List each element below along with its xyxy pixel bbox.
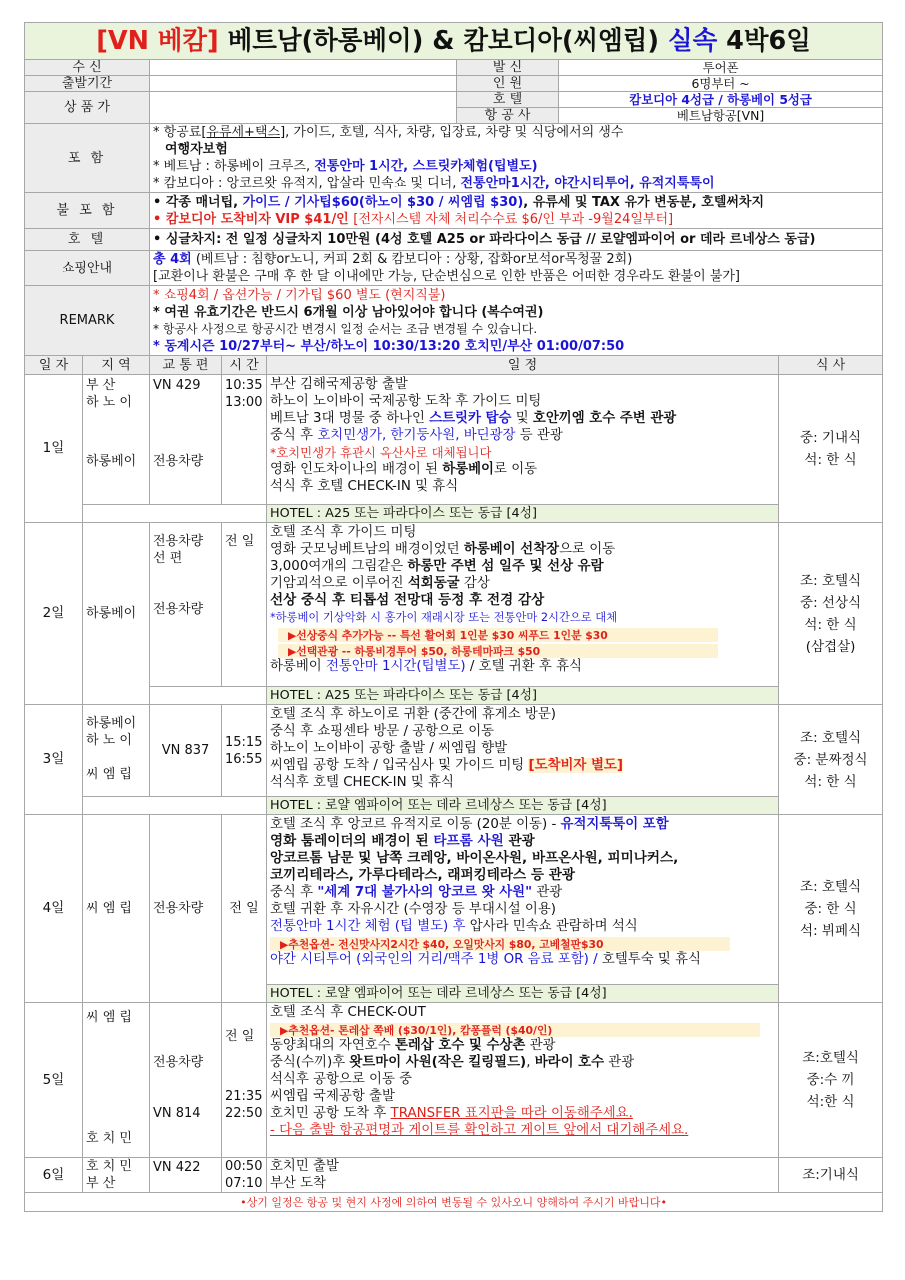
day-5-meal-dinner: 석:한 식 bbox=[806, 1094, 855, 1110]
day-3-row bbox=[25, 705, 883, 797]
exclude-l1b: 가이드 / 기사팁$60(하노이 $30 / 씨엠립 $30) bbox=[242, 194, 524, 210]
day-2-meal-lunch: 중: 선상식 bbox=[800, 594, 862, 611]
remark-l4: * 동계시즌 10/27부터~ 부산/하노이 10:30/13:20 호치민/부산 01:00/07:50 bbox=[153, 338, 625, 354]
period-value bbox=[150, 76, 457, 92]
day-5-transport-1: 전용차량 bbox=[153, 1055, 204, 1070]
day-6-region-1: 호 치 민 bbox=[86, 1159, 132, 1174]
day-2-step-7c: / 호텔 귀환 후 휴식 bbox=[465, 659, 582, 674]
day-1-step-3a: 베트남 3대 명물 중 하나인 bbox=[270, 411, 430, 426]
airline-value: 베트남항공[VN] bbox=[559, 108, 883, 124]
day-1-transport-1: VN 429 bbox=[153, 378, 201, 393]
day-5-step-7: - 다음 출발 항공편명과 게이트를 확인하고 게이트 앞에서 대기해주세요. bbox=[270, 1123, 689, 1138]
day-1-meal-lunch: 중: 기내식 bbox=[800, 429, 862, 446]
day-4-region: 씨 엠 립 bbox=[83, 815, 150, 1003]
day-3-step-2: 중식 후 쇼핑센타 방문 / 공항으로 이동 bbox=[270, 724, 495, 739]
day-6-step-2: 부산 도착 bbox=[270, 1176, 326, 1191]
header-region: 지 역 bbox=[83, 356, 150, 375]
include-l3a: * 베트남 : 하롱베이 크루즈, bbox=[153, 159, 315, 174]
day-1-row bbox=[25, 375, 883, 505]
day-6-time-1: 00:50 bbox=[225, 1159, 263, 1174]
day-5-step-5: 씨엠립 국제공항 출발 bbox=[270, 1089, 395, 1104]
day-1-step-6a: 영화 인도차이나의 배경이 된 bbox=[270, 462, 443, 477]
itinerary-table bbox=[24, 22, 883, 1212]
day-1-step-1: 부산 김해국제공항 출발 bbox=[270, 377, 408, 392]
day-3-step-4b: [도착비자 별도] bbox=[528, 758, 623, 773]
day-4-option-1: ▶추천옵션- 전신맛사지2시간 $40, 오일맛사지 $80, 고베철판$30 bbox=[270, 937, 730, 951]
remark-label: REMARK bbox=[25, 286, 150, 356]
day-4-transport: 전용차량 bbox=[150, 815, 222, 1003]
day-5-meal-breakfast: 조:호텔식 bbox=[802, 1050, 859, 1066]
day-3-step-4a: 씨엠립 공항 도착 / 입국심사 및 가이드 미팅 bbox=[270, 758, 529, 773]
day-3-step-1: 호텔 조식 후 하노이로 귀환 (중간에 휴게소 방문) bbox=[270, 707, 557, 722]
from-value: 투어폰 bbox=[559, 60, 883, 76]
day-5-time-2: 21:35 bbox=[225, 1089, 263, 1104]
day-1-step-4a: 중식 후 bbox=[270, 428, 318, 443]
day-1-step-2: 하노이 노이바이 국제공항 도착 후 가이드 미팅 bbox=[270, 394, 542, 409]
day-2-step-6: *하롱베이 기상악화 시 홍가이 재래시장 또는 전통안마 2시간으로 대체 bbox=[270, 611, 618, 624]
day-5-row bbox=[25, 1003, 883, 1158]
day-2-transport-1: 전용차량 bbox=[153, 534, 204, 549]
day-1-step-3c: 및 bbox=[511, 411, 533, 426]
day-4-time: 전 일 bbox=[222, 815, 267, 1003]
day-4-step-1a: 호텔 조식 후 앙코르 유적지로 이동 (20분 이동) - bbox=[270, 817, 561, 832]
header-schedule: 일 정 bbox=[267, 356, 779, 375]
day-4-step-2c: 관광 bbox=[503, 833, 535, 849]
day-4-step-3: 앙코르톰 남문 및 남쪽 크레앙, 바이온사원, 바프온사원, 피미나커스, bbox=[270, 850, 679, 866]
title-prefix: [VN 베캄] bbox=[96, 25, 219, 56]
include-l3b: 전통안마 1시간, 스트릿카체험(팁별도) bbox=[314, 159, 538, 174]
title-row bbox=[25, 23, 883, 60]
shopping-refund-note: [교환이나 환불은 구매 후 한 달 이내에만 가능, 단순변심으로 인한 반품은 어떠한 경우라도 환불이 불가] bbox=[153, 269, 741, 284]
footer-note: •상기 일정은 항공 및 현지 사정에 의하여 변동될 수 있사오니 양해하여 주시기 바랍니다• bbox=[25, 1193, 883, 1212]
include-l1a: * 항공료 bbox=[153, 125, 202, 140]
day-1-time-2: 13:00 bbox=[225, 395, 263, 410]
day-5-step-3c: , bbox=[526, 1055, 535, 1070]
include-row bbox=[25, 124, 883, 193]
day-5-region-1: 씨 엠 립 bbox=[86, 1010, 132, 1025]
include-l4b: 전통안마1시간, 야간시티투어, 유적지툭툭이 bbox=[460, 176, 715, 191]
shopping-detail: (베트남 : 침향or노니, 커피 2회 & 캄보디아 : 상황, 잡화or보석or목청꿀 2회) bbox=[191, 252, 633, 267]
price-value bbox=[150, 92, 457, 124]
remark-l3: * 항공사 사정으로 항공시간 변경시 일정 순서는 조금 변경될 수 있습니다. bbox=[153, 321, 538, 336]
day-5-transport-2: VN 814 bbox=[153, 1106, 201, 1121]
day-3-label: 3일 bbox=[25, 705, 83, 815]
day-5-step-2b: 톤레삽 호수 및 수상촌 bbox=[394, 1038, 526, 1053]
day-1-step-6b: 하롱베이 bbox=[442, 462, 494, 477]
day-4-step-8b: 호텔투숙 및 휴식 bbox=[597, 952, 701, 967]
single-charge-text: • 싱글차지: 전 일정 싱글차지 10만원 (4성 호텔 A25 or 파라다이스 동급 // 로얄엠파이어 or 데라 르네상스 동급) bbox=[150, 229, 883, 251]
day-2-meal-breakfast: 조: 호텔식 bbox=[800, 572, 862, 589]
single-charge-label: 호 텔 bbox=[25, 229, 150, 251]
day-1-label: 1일 bbox=[25, 375, 83, 523]
include-l2: 여행자보험 bbox=[165, 142, 228, 157]
day-1-region-1: 부 산 bbox=[86, 378, 116, 393]
exclude-l1c: , 유류세 및 TAX 유가 변동분, 호텔써차지 bbox=[523, 194, 765, 210]
day-4-step-1b: 유적지툭툭이 포함 bbox=[560, 817, 669, 832]
day-2-meal-note: (삼겹살) bbox=[805, 638, 856, 655]
day-4-label: 4일 bbox=[25, 815, 83, 1003]
footer-row bbox=[25, 1193, 883, 1212]
day-4-step-4: 코끼리테라스, 가루다테라스, 래퍼킹테라스 등 관광 bbox=[270, 867, 576, 883]
day-6-row bbox=[25, 1158, 883, 1193]
day-4-step-5a: 중식 후 bbox=[270, 885, 318, 900]
day-2-step-2b: 하롱베이 선착장 bbox=[463, 542, 560, 557]
exclude-l1a: • 각종 매너팁, bbox=[153, 194, 243, 210]
day-2-step-3b: 하롱만 주변 섬 일주 및 선상 유람 bbox=[407, 559, 604, 574]
title-suffix: 4박6일 bbox=[726, 25, 811, 56]
day-2-step-5: 선상 중식 후 티톱섬 전망대 등정 후 전경 감상 bbox=[270, 592, 545, 608]
hotel-grade-label: 호 텔 bbox=[457, 92, 559, 108]
day-2-option-1: ▶선상중식 추가가능 -- 특선 활어회 1인분 $30 씨푸드 1인분 $30 bbox=[278, 628, 718, 642]
day-3-time-2: 16:55 bbox=[225, 751, 263, 767]
day-3-step-5: 석식후 호텔 CHECK-IN 및 휴식 bbox=[270, 775, 454, 790]
exclude-label: 불 포 함 bbox=[25, 193, 150, 229]
day-3-meal-dinner: 석: 한 식 bbox=[804, 773, 857, 790]
day-4-step-7b: 압사라 민속쇼 관람하며 석식 bbox=[465, 919, 638, 934]
from-label: 발 신 bbox=[457, 60, 559, 76]
day-2-step-7a: 하롱베이 bbox=[270, 659, 326, 674]
header-date: 일 자 bbox=[25, 356, 83, 375]
exclude-row bbox=[25, 193, 883, 229]
day-1-meal-dinner: 석: 한 식 bbox=[804, 451, 857, 468]
day-4-meal-lunch: 중: 한 식 bbox=[804, 900, 857, 917]
day-5-step-2a: 동양최대의 자연호수 bbox=[270, 1038, 395, 1053]
day-6-region-2: 부 산 bbox=[86, 1176, 116, 1191]
day-5-step-4: 석식후 공항으로 이동 중 bbox=[270, 1072, 413, 1087]
day-2-meal-dinner: 석: 한 식 bbox=[804, 616, 857, 633]
day-2-transport-2: 선 편 bbox=[153, 551, 183, 566]
day-5-region-2: 호 치 민 bbox=[86, 1131, 132, 1146]
day-1-time-1: 10:35 bbox=[225, 378, 263, 393]
day-4-meal-dinner: 석: 뷔페식 bbox=[800, 922, 862, 939]
pax-label: 인 원 bbox=[457, 76, 559, 92]
header-transport: 교 통 편 bbox=[150, 356, 222, 375]
day-3-transport-1: VN 837 bbox=[150, 705, 222, 797]
day-6-transport-1: VN 422 bbox=[153, 1160, 201, 1175]
to-value bbox=[150, 60, 457, 76]
day-5-meal-lunch: 중:수 끼 bbox=[806, 1072, 855, 1088]
shopping-count: 총 4회 bbox=[153, 252, 192, 267]
day-1-hotel: HOTEL : A25 또는 파라다이스 또는 동급 [4성] bbox=[267, 505, 779, 523]
day-1-step-7: 석식 후 호텔 CHECK-IN 및 휴식 bbox=[270, 479, 459, 494]
day-1-step-3d: 호안끼엠 호수 주변 관광 bbox=[532, 411, 677, 426]
price-label: 상 품 가 bbox=[25, 92, 150, 124]
day-2-row bbox=[25, 523, 883, 687]
day-5-time-1: 전 일 bbox=[225, 1029, 255, 1044]
period-label: 출발기간 bbox=[25, 76, 150, 92]
title-main: 베트남(하롱베이) & 캄보디아(씨엠립) bbox=[227, 25, 660, 56]
day-2-step-1: 호텔 조식 후 가이드 미팅 bbox=[270, 525, 417, 540]
day-1-step-4c: 등 관광 bbox=[515, 428, 563, 443]
day-2-option-2: ▶선택관광 -- 하롱비경투어 $50, 하롱테마파크 $50 bbox=[278, 644, 718, 658]
day-2-step-3a: 3,000여개의 그림같은 bbox=[270, 559, 408, 574]
remark-l1: * 쇼핑4회 / 옵션가능 / 기가팁 $60 별도 (현지직불) bbox=[153, 287, 446, 303]
day-6-time-2: 07:10 bbox=[225, 1176, 263, 1191]
header-time: 시 간 bbox=[222, 356, 267, 375]
day-5-step-3a: 중식(수끼)후 bbox=[270, 1055, 350, 1070]
day-1-region-3: 하롱베이 bbox=[86, 454, 137, 469]
day-3-step-3: 하노이 노이바이 공항 출발 / 씨엠립 향발 bbox=[270, 741, 508, 756]
day-4-meal-breakfast: 조: 호텔식 bbox=[800, 878, 862, 895]
remark-row bbox=[25, 286, 883, 356]
day-2-region: 하롱베이 bbox=[83, 523, 150, 705]
single-charge-row bbox=[25, 229, 883, 251]
airline-label: 항 공 사 bbox=[457, 108, 559, 124]
day-5-step-3b: 왓트마이 사원(작은 킬링필드) bbox=[349, 1055, 527, 1070]
day-3-time-1: 15:15 bbox=[225, 734, 263, 750]
day-4-step-5c: 관광 bbox=[532, 885, 563, 900]
day-1-step-3b: 스트릿카 탑승 bbox=[429, 411, 512, 426]
day-4-step-7a: 전통안마 1시간 체험 (팁 별도) 후 bbox=[270, 919, 466, 934]
day-2-step-4c: 감상 bbox=[459, 576, 490, 591]
header-meal: 식 사 bbox=[779, 356, 883, 375]
day-3-meal-lunch: 중: 분짜정식 bbox=[793, 751, 868, 768]
day-4-hotel: HOTEL : 로얄 엠파이어 또는 데라 르네상스 또는 동급 [4성] bbox=[267, 985, 779, 1003]
include-l1b: [유류세+택스] bbox=[201, 125, 286, 140]
day-5-time-3: 22:50 bbox=[225, 1106, 263, 1121]
day-1-step-4b: 호치민생가, 한기둥사원, 바딘광장 bbox=[317, 428, 516, 443]
schedule-header bbox=[25, 356, 883, 375]
day-4-step-2b: 타프롬 사원 bbox=[433, 833, 504, 849]
day-1-step-5: *호치민생가 휴관시 옥산사로 대체됩니다 bbox=[270, 445, 492, 460]
day-1-step-6c: 로 이동 bbox=[494, 462, 538, 477]
day-4-step-6: 호텔 귀환 후 자유시간 (수영장 등 부대시설 이용) bbox=[270, 902, 557, 917]
day-2-step-2a: 영화 굿모닝베트남의 배경이었던 bbox=[270, 542, 464, 557]
day-3-hotel: HOTEL : 로얄 엠파이어 또는 데라 르네상스 또는 동급 [4성] bbox=[267, 797, 779, 815]
title-emphasis: 실속 bbox=[667, 25, 718, 56]
day-2-label: 2일 bbox=[25, 523, 83, 705]
day-5-step-3e: 관광 bbox=[604, 1055, 635, 1070]
day-4-row bbox=[25, 815, 883, 985]
day-5-option-1: ▶추천옵션- 톤레삽 쪽배 ($30/1인), 캄퐁플럭 ($40/인) bbox=[270, 1023, 760, 1037]
remark-l2: * 여권 유효기간은 반드시 6개월 이상 남아있어야 합니다 (복수여권) bbox=[153, 304, 544, 320]
day-2-transport-3: 전용차량 bbox=[153, 602, 204, 617]
day-3-region-3: 씨 엠 립 bbox=[86, 767, 132, 782]
day-5-label: 5일 bbox=[25, 1003, 83, 1158]
day-2-step-4a: 기암괴석으로 이루어진 bbox=[270, 576, 408, 591]
day-4-step-8a: 야간 시티투어 (외국인의 거리/맥주 1병 OR 음료 포함) / bbox=[270, 952, 598, 967]
day-3-meal-breakfast: 조: 호텔식 bbox=[800, 729, 862, 746]
day-1-transport-2: 전용차량 bbox=[153, 454, 204, 469]
day-2-time-1: 전 일 bbox=[225, 534, 255, 549]
exclude-l2b: [전자시스템 자체 처리수수료 $6/인 부과 -9월24일부터] bbox=[353, 211, 674, 227]
day-6-step-1: 호치민 출발 bbox=[270, 1159, 339, 1174]
day-5-step-1: 호텔 조식 후 CHECK-OUT bbox=[270, 1005, 426, 1020]
document-title bbox=[25, 23, 883, 60]
day-4-step-2a: 영화 툼레이더의 배경이 된 bbox=[270, 833, 434, 849]
include-l4a: * 캄보디아 : 앙코르왓 유적지, 압살라 민속쇼 및 디너, bbox=[153, 176, 461, 191]
day-6-label: 6일 bbox=[25, 1158, 83, 1193]
itinerary-sheet bbox=[24, 22, 882, 1212]
day-3-region-1: 하롱베이 bbox=[86, 716, 137, 731]
shopping-label: 쇼핑안내 bbox=[25, 251, 150, 286]
include-label: 포 함 bbox=[25, 124, 150, 193]
include-l1c: , 가이드, 호텔, 식사, 차량, 입장료, 차량 및 식당에서의 생수 bbox=[285, 125, 624, 140]
day-3-region-2: 하 노 이 bbox=[86, 733, 132, 748]
shopping-row bbox=[25, 251, 883, 286]
day-5-step-3d: 바라이 호수 bbox=[534, 1055, 605, 1070]
day-5-step-6a: 호치민 공항 도착 후 bbox=[270, 1106, 391, 1121]
exclude-l2a: • 캄보디아 도착비자 VIP $41/인 bbox=[153, 211, 354, 227]
day-2-step-7b: 전통안마 1시간(팁별도) bbox=[326, 659, 466, 674]
to-label: 수 신 bbox=[25, 60, 150, 76]
day-2-step-4b: 석회동굴 bbox=[407, 576, 460, 591]
pax-value: 6명부터 ~ bbox=[559, 76, 883, 92]
day-4-step-5b: "세계 7대 불가사의 앙코르 왓 사원" bbox=[317, 885, 533, 900]
day-2-hotel: HOTEL : A25 또는 파라다이스 또는 동급 [4성] bbox=[267, 687, 779, 705]
day-1-region-2: 하 노 이 bbox=[86, 395, 132, 410]
hotel-grade-value: 캄보디아 4성급 / 하롱베이 5성급 bbox=[559, 92, 883, 108]
day-5-step-2c: 관광 bbox=[525, 1038, 556, 1053]
day-2-step-2c: 으로 이동 bbox=[559, 542, 616, 557]
day-6-meal-breakfast: 조:기내식 bbox=[779, 1158, 883, 1193]
day-5-step-6b: TRANSFER 표지판을 따라 이동해주세요. bbox=[390, 1106, 633, 1121]
